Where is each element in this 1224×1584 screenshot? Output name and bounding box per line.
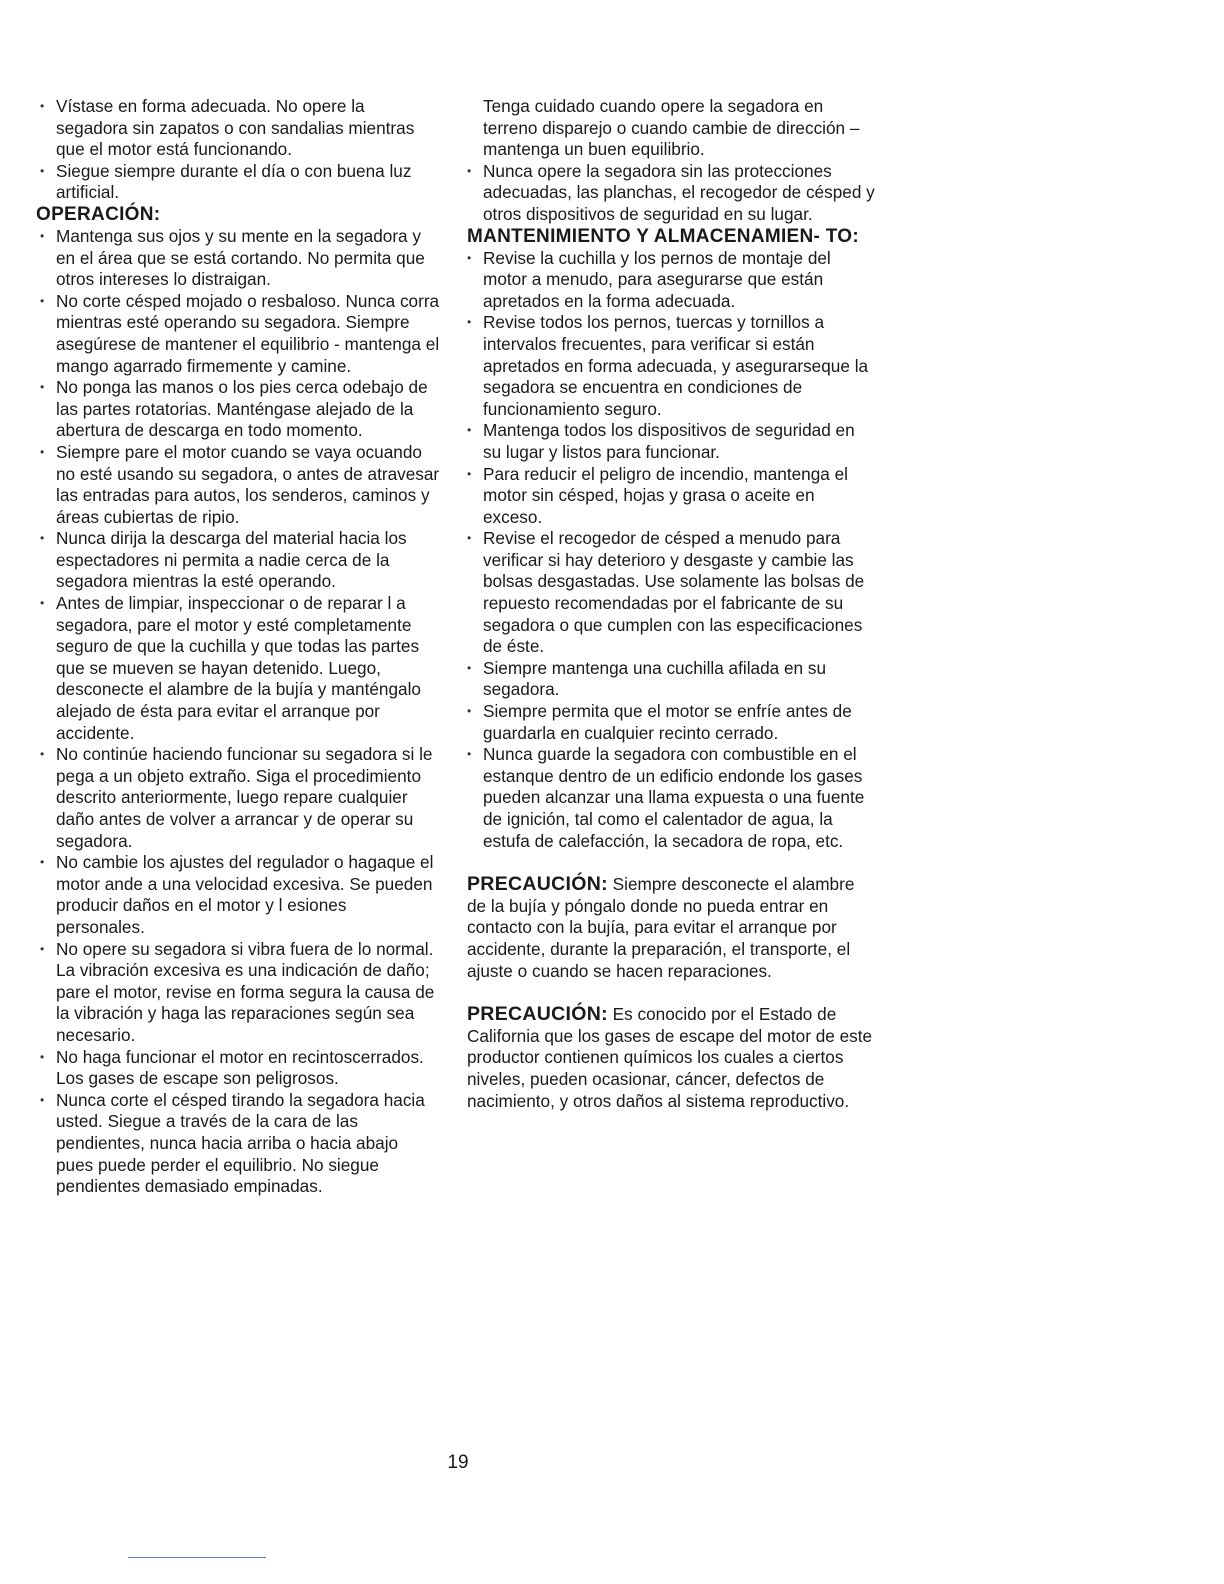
list-item: • Siempre pare el motor cuando se vaya ocuando no esté usando su segadora, o antes de atravesar las entradas para autos, los senderos, caminos y áreas cubiertas de ripio.: [40, 442, 440, 528]
mantenimiento-heading: MANTENIMIENTO Y ALMACENAMIEN- TO:: [467, 225, 860, 247]
list-item: • Nunca dirija la descarga del material hacia los espectadores ni permita a nadie cerca de la segadora mientras la esté operando.: [40, 528, 440, 593]
warning-california: [467, 1004, 877, 1112]
list-item: • Nunca guarde la segadora con combustible en el estanque dentro de un edificio endonde los gases pueden alcanzar una llama expuesta o una fuente de ignición, tal como el calentador de agua, la estufa de calefacción, la secadora de ropa, etc.: [467, 744, 877, 852]
list-item: • Mantenga todos los dispositivos de seguridad en su lugar y listos para funcionar.: [467, 420, 877, 463]
warning-label: PRECAUCIÓN:: [467, 873, 608, 896]
list-item: • No haga funcionar el motor en recintoscerrados. Los gases de escape son peligrosos.: [40, 1047, 440, 1090]
list-item: • Antes de limpiar, inspeccionar o de reparar l a segadora, pare el motor y esté completamente seguro de que la cuchilla y que todas las partes que se mueven se hayan detenido. Luego, desconecte el alambre de la bujía y manténgalo alejado de ésta para evitar el arranque por accidente.: [40, 593, 440, 744]
mantenimiento-list: [467, 248, 877, 853]
left-top-list: [40, 96, 440, 204]
right-column: [467, 96, 877, 1112]
list-item: • Nunca opere la segadora sin las protecciones adecuadas, las planchas, el recogedor de césped y otros dispositivos de seguridad en su lugar.: [467, 161, 877, 226]
list-item: • No opere su segadora si vibra fuera de lo normal. La vibración excesiva es una indicación de daño; pare el motor, revise en forma segura la causa de la vibración y haga las reparaciones según sea necesario.: [40, 939, 440, 1047]
warning-text: Siempre desconecte el alambre de la bujía y póngalo donde no pueda entrar en contacto con la bujía, para evitar el arranque por accidente, durante la preparación, el transporte, el ajuste o cuando se hacen reparaciones.: [467, 874, 855, 981]
left-column: [36, 96, 440, 1198]
list-item: • Revise la cuchilla y los pernos de montaje del motor a menudo, para asegurarse que están apretados en la forma adecuada.: [467, 248, 877, 313]
list-item: • No continúe haciendo funcionar su segadora si le pega a un objeto extraño. Siga el procedimiento descrito anteriormente, luego repare cualquier daño antes de volver a arrancar y de operar su segadora.: [40, 744, 440, 852]
footer-divider: [128, 1557, 266, 1558]
operacion-list: [40, 226, 440, 1198]
right-top-list: [467, 96, 877, 226]
warning-text: Es conocido por el Estado de California que los gases de escape del motor de este productor contienen químicos los cuales a ciertos niveles, pueden ocasionar, cáncer, defectos de nacimiento, y otros daños al sistema reproductivo.: [467, 1004, 873, 1111]
list-item: • Revise todos los pernos, tuercas y tornillos a intervalos frecuentes, para verificar si están apretados en forma adecuada, y asegurarseque la segadora se encuentra en condiciones de funcionamiento seguro.: [467, 312, 877, 420]
list-item: • Revise el recogedor de césped a menudo para verificar si hay deterioro y desgaste y cambie las bolsas desgastadas. Use solamente las bolsas de repuesto recomendadas por el fabricante de su segadora o que cumplen con las especificaciones de éste.: [467, 528, 877, 658]
list-item: • Vístase en forma adecuada. No opere la segadora sin zapatos o con sandalias mientras que el motor está funcionando.: [40, 96, 440, 161]
list-item: • Nunca corte el césped tirando la segadora hacia usted. Siegue a través de la cara de las pendientes, nunca hacia arriba o hacia abajo pues puede perder el equilibrio. No siegue pendientes demasiado empinadas.: [40, 1090, 440, 1198]
list-item: • Mantenga sus ojos y su mente en la segadora y en el área que se está cortando. No permita que otros intereses lo distraigan.: [40, 226, 440, 291]
list-item: • Siempre mantenga una cuchilla afilada en su segadora.: [467, 658, 877, 701]
warning-label: PRECAUCIÓN:: [467, 1003, 608, 1026]
list-item: • Para reducir el peligro de incendio, mantenga el motor sin césped, hojas y grasa o aceite en exceso.: [467, 464, 877, 529]
list-item: Tenga cuidado cuando opere la segadora en terreno disparejo o cuando cambie de dirección – mantenga un buen equilibrio.: [483, 96, 860, 160]
list-item: • No cambie los ajustes del regulador o hagaque el motor ande a una velocidad excesiva. Se pueden producir daños en el motor y l esiones personales.: [40, 852, 440, 938]
warning-spark-plug: [467, 874, 877, 982]
list-item: • Siempre permita que el motor se enfríe antes de guardarla en cualquier recinto cerrado.: [467, 701, 877, 744]
list-item: • No ponga las manos o los pies cerca odebajo de las partes rotatorias. Manténgase alejado de la abertura de descarga en todo momento.: [40, 377, 440, 442]
operacion-heading: OPERACIÓN:: [36, 203, 161, 225]
list-item: • Siegue siempre durante el día o con buena luz artificial.: [40, 161, 440, 204]
page-number: 19: [447, 1452, 469, 1473]
list-item: • No corte césped mojado o resbaloso. Nunca corra mientras esté operando su segadora. Siempre asegúrese de mantener el equilibrio - mantenga el mango agarrado firmemente y camine.: [40, 291, 440, 377]
